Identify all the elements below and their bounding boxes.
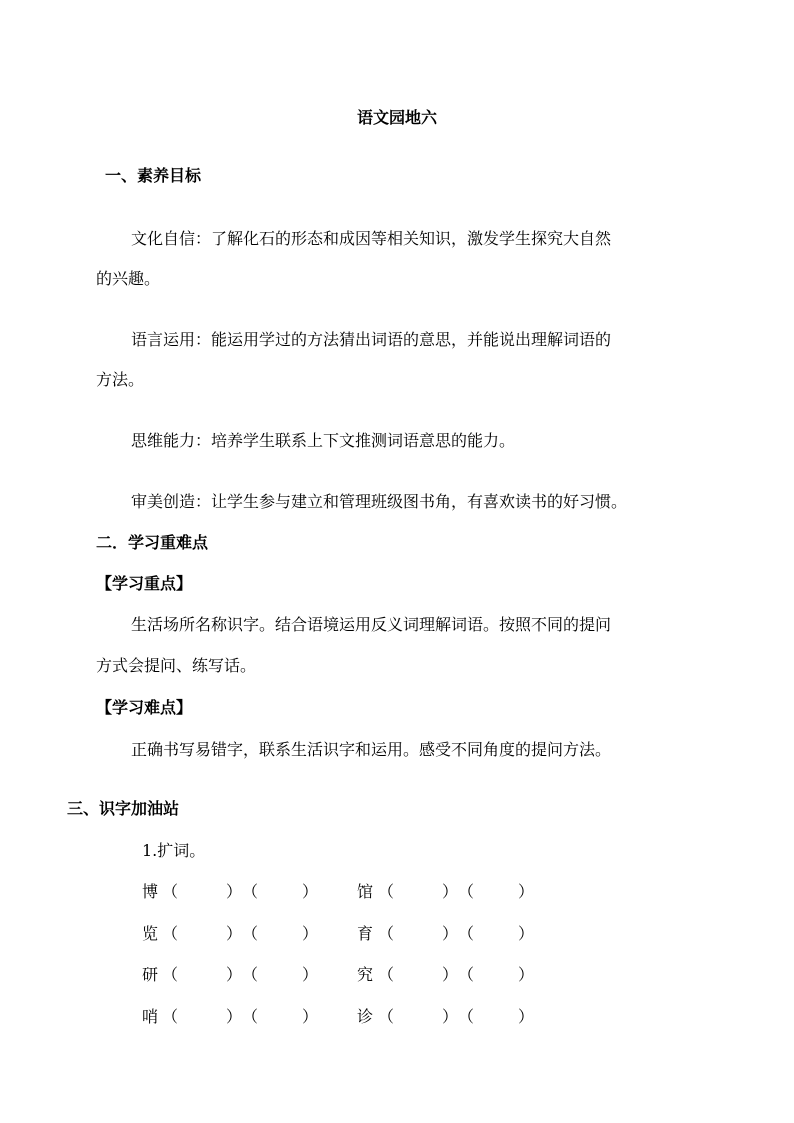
goal-culture-line1: 文化自信：了解化石的形态和成因等相关知识，激发学生探究大自然 (131, 229, 612, 248)
goal-language-line1: 语言运用：能运用学过的方法猜出词语的意思，并能说出理解词语的 (131, 330, 612, 349)
answer-blank-1[interactable] (176, 879, 220, 899)
key-point-line1: 生活场所名称识字。结合语境运用反义词理解词语。按照不同的提问 (131, 615, 612, 634)
blank-close-bracket: ） (226, 924, 243, 943)
blank-open-bracket: （ (458, 924, 475, 943)
answer-blank-3[interactable] (394, 962, 438, 982)
blank-close-bracket: ） (226, 882, 243, 901)
blank-close-bracket: ） (302, 882, 319, 901)
answer-blank-4[interactable] (474, 921, 518, 941)
word-char: 博 (142, 882, 159, 901)
page-title: 语文园地六 (356, 108, 437, 127)
blank-open-bracket: （ (162, 1007, 179, 1026)
answer-blank-3[interactable] (394, 921, 438, 941)
answer-blank-4[interactable] (474, 962, 518, 982)
blank-close-bracket: ） (442, 965, 459, 984)
blank-close-bracket: ） (226, 1007, 243, 1026)
answer-blank-3[interactable] (394, 1004, 438, 1024)
answer-blank-1[interactable] (176, 962, 220, 982)
blank-close-bracket: ） (442, 924, 459, 943)
blank-close-bracket: ） (226, 965, 243, 984)
answer-blank-2[interactable] (258, 962, 302, 982)
blank-open-bracket: （ (378, 882, 395, 901)
answer-blank-1[interactable] (176, 921, 220, 941)
blank-open-bracket: （ (378, 965, 395, 984)
answer-blank-3[interactable] (394, 879, 438, 899)
key-point-label: 【学习重点】 (96, 574, 193, 593)
section-heading-key-points: 二．学习重难点 (96, 533, 209, 552)
blank-open-bracket: （ (162, 882, 179, 901)
goal-thinking: 思维能力：培养学生联系上下文推测词语意思的能力。 (131, 431, 516, 450)
blank-open-bracket: （ (242, 882, 259, 901)
answer-blank-2[interactable] (258, 921, 302, 941)
blank-close-bracket: ） (518, 924, 535, 943)
word-char: 育 (357, 924, 374, 943)
blank-open-bracket: （ (458, 882, 475, 901)
blank-open-bracket: （ (242, 965, 259, 984)
blank-close-bracket: ） (518, 1007, 535, 1026)
blank-open-bracket: （ (162, 924, 179, 943)
blank-open-bracket: （ (378, 924, 395, 943)
section-heading-goals: 一、素养目标 (105, 166, 202, 185)
word-char: 馆 (357, 882, 374, 901)
blank-close-bracket: ） (302, 1007, 319, 1026)
blank-close-bracket: ） (302, 924, 319, 943)
blank-close-bracket: ） (518, 965, 535, 984)
blank-close-bracket: ） (442, 1007, 459, 1026)
difficulty-label: 【学习难点】 (96, 698, 193, 717)
blank-open-bracket: （ (458, 1007, 475, 1026)
word-char: 哨 (142, 1007, 159, 1026)
blank-close-bracket: ） (518, 882, 535, 901)
blank-close-bracket: ） (442, 882, 459, 901)
goal-language-line2: 方法。 (96, 370, 145, 389)
blank-open-bracket: （ (378, 1007, 395, 1026)
blank-open-bracket: （ (242, 1007, 259, 1026)
blank-open-bracket: （ (162, 965, 179, 984)
word-char: 研 (142, 965, 159, 984)
goal-aesthetic: 审美创造：让学生参与建立和管理班级图书角，有喜欢读书的好习惯。 (131, 492, 628, 511)
word-char: 诊 (357, 1007, 374, 1026)
difficulty-line1: 正确书写易错字，联系生活识字和运用。感受不同角度的提问方法。 (131, 740, 612, 759)
goal-culture-line2: 的兴趣。 (96, 269, 161, 288)
blank-open-bracket: （ (458, 965, 475, 984)
blank-open-bracket: （ (242, 924, 259, 943)
key-point-line2: 方式会提问、练写话。 (96, 656, 257, 675)
answer-blank-1[interactable] (176, 1004, 220, 1024)
exercise-title: 1.扩词。 (142, 841, 206, 860)
blank-close-bracket: ） (302, 965, 319, 984)
word-char: 览 (142, 924, 159, 943)
section-heading-literacy: 三、识字加油站 (67, 799, 180, 818)
word-char: 究 (357, 965, 374, 984)
answer-blank-4[interactable] (474, 1004, 518, 1024)
answer-blank-4[interactable] (474, 879, 518, 899)
answer-blank-2[interactable] (258, 879, 302, 899)
answer-blank-2[interactable] (258, 1004, 302, 1024)
